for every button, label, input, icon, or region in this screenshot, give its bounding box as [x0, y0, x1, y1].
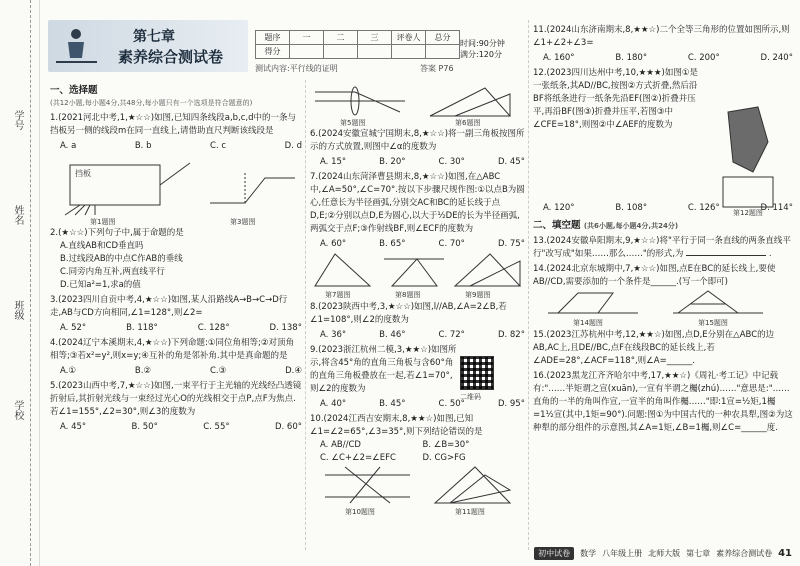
figure-10 [320, 465, 415, 505]
field-name: 姓名 [12, 205, 23, 225]
score-input[interactable] [426, 45, 460, 59]
option[interactable]: A. 45° [60, 422, 87, 432]
question-text: 15.(2023江苏杭州中考,12,★★☆)如图,点D,E分别在△ABC的边AB,AC上,且DE//BC,点F在线段BC的延长线上,若∠ADE=28°,∠ACF=118°,则∠A=______. [533, 330, 775, 366]
footer-grade: 八年级上册 [602, 549, 643, 558]
option[interactable]: B. 118° [126, 323, 158, 333]
question-text: 16.(2023黑龙江齐齐哈尔中考,17,★★☆)《周礼·考工记》中记载有:"……半矩谓之宣(xuān),一宣有半谓之欘(zhú)……"意思是:"……直角的一半的角叫作宣,一宣半的角叫作欘……"即:1宣=½矩,1欘=1½宣(其中,1矩=90°).问题:图①为中国古代的一种农具犁,图②为这种犁的部分组件的示意图,其∠A=1矩,∠B=1欘,则∠C=______度. [533, 371, 793, 433]
figure-11 [430, 465, 515, 505]
option[interactable]: A.直线AB和CD垂直吗 [60, 241, 144, 251]
question-text: 11.(2024山东济南期末,8,★★☆)二个全等三角形的位置如图所示,则∠1+∠2+∠3= [533, 25, 790, 48]
options [310, 329, 525, 342]
figures-1-3 [50, 153, 302, 225]
option[interactable]: D. d [284, 141, 302, 151]
title-banner [48, 20, 248, 72]
figure-illustration-icon [54, 26, 99, 66]
figure-8 [382, 251, 447, 289]
option[interactable]: C. 72° [438, 330, 465, 340]
chapter-title: 第七章 [133, 29, 175, 45]
figure-caption: 第12题图 [733, 209, 763, 217]
option[interactable]: A. 15° [320, 157, 347, 167]
option[interactable]: B. 108° [615, 203, 648, 213]
full-score: 满分:120分 [460, 50, 502, 59]
option[interactable]: C.同旁内角互补,两直线平行 [60, 267, 165, 277]
page-number: 41 [778, 548, 792, 559]
footer-title: 素养综合测试卷 [716, 549, 773, 558]
figure-caption: 第7题图 [325, 291, 351, 299]
footer-subject: 数学 [580, 549, 597, 558]
question-5 [50, 380, 302, 434]
question-text: 7.(2024山东菏泽曹县期末,8,★☆☆)如图,在△ABC中,∠A=50°,∠C=70°.按以下步骤尺规作图:①以点B为圆心,任意长为半径画弧,分别交AC和BC的延长线于点D,E;②分别以点D,E为圆心,以大于½DE的长为半径画弧,两弧交于点F;③作射线BF,则∠ECF的度数为 [310, 172, 525, 234]
question-2 [50, 227, 302, 292]
figure-12 [708, 102, 788, 212]
figure-caption: 第9题图 [465, 291, 491, 299]
option[interactable]: C. 200° [687, 53, 720, 63]
score-cell: 总分 [426, 31, 460, 45]
option[interactable]: B. 20° [379, 157, 406, 167]
figure-5 [310, 84, 410, 118]
figures-10-11 [310, 465, 525, 515]
figure-caption: 第8题图 [395, 291, 421, 299]
footer-chapter: 第七章 [686, 549, 711, 558]
option[interactable]: A. 160° [543, 53, 575, 63]
option[interactable]: B. 50° [131, 422, 158, 432]
question-text: 8.(2023陕西中考,3,★☆☆)如图,l//AB,∠A=2∠B,若∠1=108°,则∠2的度数为 [310, 302, 507, 325]
figure-caption: 第10题图 [345, 508, 375, 516]
options-9 [310, 398, 525, 411]
binding-margin [0, 0, 40, 566]
score-table [255, 30, 460, 59]
figure-15 [668, 289, 768, 317]
question-text: 14.(2024北京东城期中,7,★☆☆)如图,点E在BC的延长线上,要使AB//CD,需要添加的一个条件是______.(写一个即可) [533, 264, 776, 287]
section-2-title [533, 219, 793, 233]
column-2 [310, 84, 525, 515]
option[interactable]: A. AB//CD [320, 440, 361, 450]
question-tail: . [768, 249, 772, 259]
option[interactable]: B.② [134, 366, 152, 376]
question-9 [310, 344, 460, 396]
options [533, 52, 793, 65]
option[interactable]: A. 40° [320, 399, 347, 409]
field-school: 学校 [12, 400, 23, 420]
figure-caption: 第6题图 [455, 119, 481, 127]
section-1-title: 一、选择题 [50, 85, 98, 96]
question-13 [533, 235, 793, 261]
figure-caption: 第11题图 [455, 508, 485, 516]
figure-6 [425, 84, 515, 118]
option[interactable]: C. 70° [438, 239, 465, 249]
option[interactable]: C. 30° [438, 157, 465, 167]
page-footer [534, 547, 792, 560]
question-text: 10.(2024江西吉安期末,8,★★☆)如图,已知∠1=∠2=65°,∠3=35°,则下列结论错误的是 [310, 414, 483, 437]
question-8 [310, 301, 525, 342]
options [310, 238, 525, 251]
options [310, 156, 525, 169]
option[interactable]: B.过线段AB的中点C作AB的垂线 [60, 254, 183, 264]
field-class: 班级 [12, 300, 23, 320]
column-3 [533, 22, 793, 435]
option[interactable]: D.④ [285, 366, 302, 376]
section-2-desc: (共6小题,每小题4分,共24分) [583, 222, 679, 230]
score-input[interactable] [324, 45, 358, 59]
option[interactable]: C. 126° [687, 203, 720, 213]
page-title: 素养综合测试卷 [118, 48, 224, 66]
question-15 [533, 329, 793, 368]
options [50, 421, 302, 434]
question-12 [533, 67, 703, 132]
figure-3 [205, 163, 300, 213]
options [50, 140, 302, 153]
question-3 [50, 294, 302, 335]
column-divider [528, 20, 529, 550]
score-input[interactable] [358, 45, 392, 59]
figure-caption: 第3题图 [230, 218, 256, 226]
cut-line [30, 0, 31, 566]
question-7 [310, 171, 525, 251]
baffle-label: 挡板 [75, 169, 91, 178]
option[interactable]: A.① [60, 366, 76, 376]
column-1 [50, 84, 302, 434]
option[interactable]: D. 45° [497, 157, 525, 167]
question-text: 3.(2023四川自贡中考,4,★☆☆)如图,某人沿路线A→B→C→D行走,AB与CD方向相同,∠1=128°,则∠2= [50, 295, 288, 318]
option[interactable]: D. 60° [274, 422, 302, 432]
score-cell: 得分 [256, 45, 290, 59]
answer-blank[interactable] [686, 255, 766, 256]
options [50, 365, 302, 378]
option[interactable]: D.已知a²=1,求a的值 [60, 280, 141, 290]
score-input[interactable] [392, 45, 426, 59]
question-text: 6.(2024安徽宣城宁国期末,8,★☆☆)将一副三角板按图所示的方式放置,则图中∠α的度数为 [310, 129, 525, 152]
field-student-id: 学号 [12, 110, 23, 130]
option[interactable]: C. 128° [197, 323, 230, 333]
option[interactable]: C. ∠C+∠2=∠EFC [320, 453, 396, 463]
option[interactable]: B. 45° [379, 399, 406, 409]
figure-14 [543, 289, 643, 317]
options [310, 439, 525, 465]
score-input[interactable] [290, 45, 324, 59]
question-text: 1.(2021河北中考,1,★☆☆)如图,已知四条线段a,b,c,d中的一条与挡板另一侧的线段m在同一直线上,请借助直尺判断该线段是 [50, 113, 297, 136]
option[interactable]: C. c [210, 141, 227, 151]
question-14 [533, 263, 793, 289]
option[interactable]: C.③ [209, 366, 227, 376]
question-4 [50, 337, 302, 378]
option[interactable]: D. 114° [760, 203, 793, 213]
question-10 [310, 413, 525, 465]
footer-edition: 北师大版 [648, 549, 681, 558]
figure-caption: 第5题图 [340, 119, 366, 127]
option[interactable]: B. 180° [615, 53, 648, 63]
time-info [460, 38, 505, 60]
test-content: 测试内容:平行线的证明 [255, 64, 338, 73]
option[interactable]: D. 75° [497, 239, 525, 249]
options [50, 322, 302, 335]
option[interactable]: D. 82° [497, 330, 525, 340]
question-text: 13.(2024安徽阜阳期末,9,★☆☆)将"平行于同一条直线的两条直线平行"改写成"如果……那么……"的形式,为 [533, 236, 791, 259]
figure-caption: 第14题图 [573, 319, 603, 327]
figures-7-8-9 [310, 251, 525, 299]
option[interactable]: C. 55° [203, 422, 230, 432]
option[interactable]: A. 120° [543, 203, 575, 213]
figure-caption: 第1题图 [90, 218, 116, 226]
footer-brand: 初中试卷 [534, 547, 574, 560]
score-cell: 二 [324, 31, 358, 45]
question-text: 12.(2023四川达州中考,10,★★★)如图①是一张纸条,其AD//BC,按图②方式折叠,然后沿BF将纸条进行一纸条先沿EF(图②)折叠并压平,再沿BF(图③)折叠并压平,若图③中∠CFE=18°,则图②中∠AEF的度数为 [533, 68, 698, 130]
question-text: 4.(2024辽宁本溪期末,4,★☆☆)下列命题:①同位角相等;②对顶角相等;③若x²=y²,则x=y;④互补的角是邻补角.其中是真命题的是 [50, 338, 295, 361]
question-1 [50, 112, 302, 153]
section-1-desc: (共12小题,每小题4分,共48分,每小题只有一个选项是符合题意的) [50, 99, 253, 107]
option[interactable]: C. 50° [438, 399, 465, 409]
figure-9 [450, 251, 525, 289]
figure-7 [310, 251, 380, 289]
option[interactable]: D. CG>FG [422, 453, 466, 463]
option[interactable]: B. 46° [379, 330, 406, 340]
score-cell: 评卷人 [392, 31, 426, 45]
option[interactable]: D. 138° [269, 323, 302, 333]
figure-caption: 第15题图 [698, 319, 728, 327]
question-6 [310, 128, 525, 169]
time-limit: 时间:90分钟 [460, 39, 505, 48]
qr-code[interactable] [460, 356, 494, 390]
question-11 [533, 24, 793, 65]
option[interactable]: D. 240° [760, 53, 793, 63]
option[interactable]: B. b [134, 141, 152, 151]
option[interactable]: A. 36° [320, 330, 347, 340]
score-cell: 题序 [256, 31, 290, 45]
answer-ref: 答案 P76 [420, 64, 454, 73]
option[interactable]: A. a [60, 141, 77, 151]
option[interactable]: A. 60° [320, 239, 347, 249]
qr-label: 二维码 [460, 393, 481, 401]
question-16 [533, 370, 793, 435]
figures-14-15 [533, 289, 793, 327]
column-divider [305, 80, 306, 550]
score-cell: 一 [290, 31, 324, 45]
option[interactable]: A. 52° [60, 323, 87, 333]
option[interactable]: B. 65° [379, 239, 406, 249]
figures-5-6 [310, 84, 525, 126]
question-text: 5.(2023山西中考,7,★☆☆)如图,一束平行于主光轴的光线经凸透镜折射后,其折射光线与一束经过光心O的光线相交于点P,点F为焦点.若∠1=155°,∠2=30°,则∠3的度数为 [50, 381, 302, 417]
question-text: 2.(★☆☆)下列句子中,属于命题的是 [50, 228, 184, 238]
score-cell: 三 [358, 31, 392, 45]
option[interactable]: D. 95° [497, 399, 525, 409]
figure-1 [50, 155, 200, 217]
options [50, 240, 302, 292]
option[interactable]: B. ∠B=30° [422, 440, 470, 450]
section-2-label: 二、填空题 [533, 220, 581, 231]
question-text: 9.(2023浙江杭州二模,3,★★☆)如图所示,将含45°角的直角三角板与含60°角的直角三角板叠放在一起,若∠1=70°,则∠2的度数为 [310, 345, 457, 394]
